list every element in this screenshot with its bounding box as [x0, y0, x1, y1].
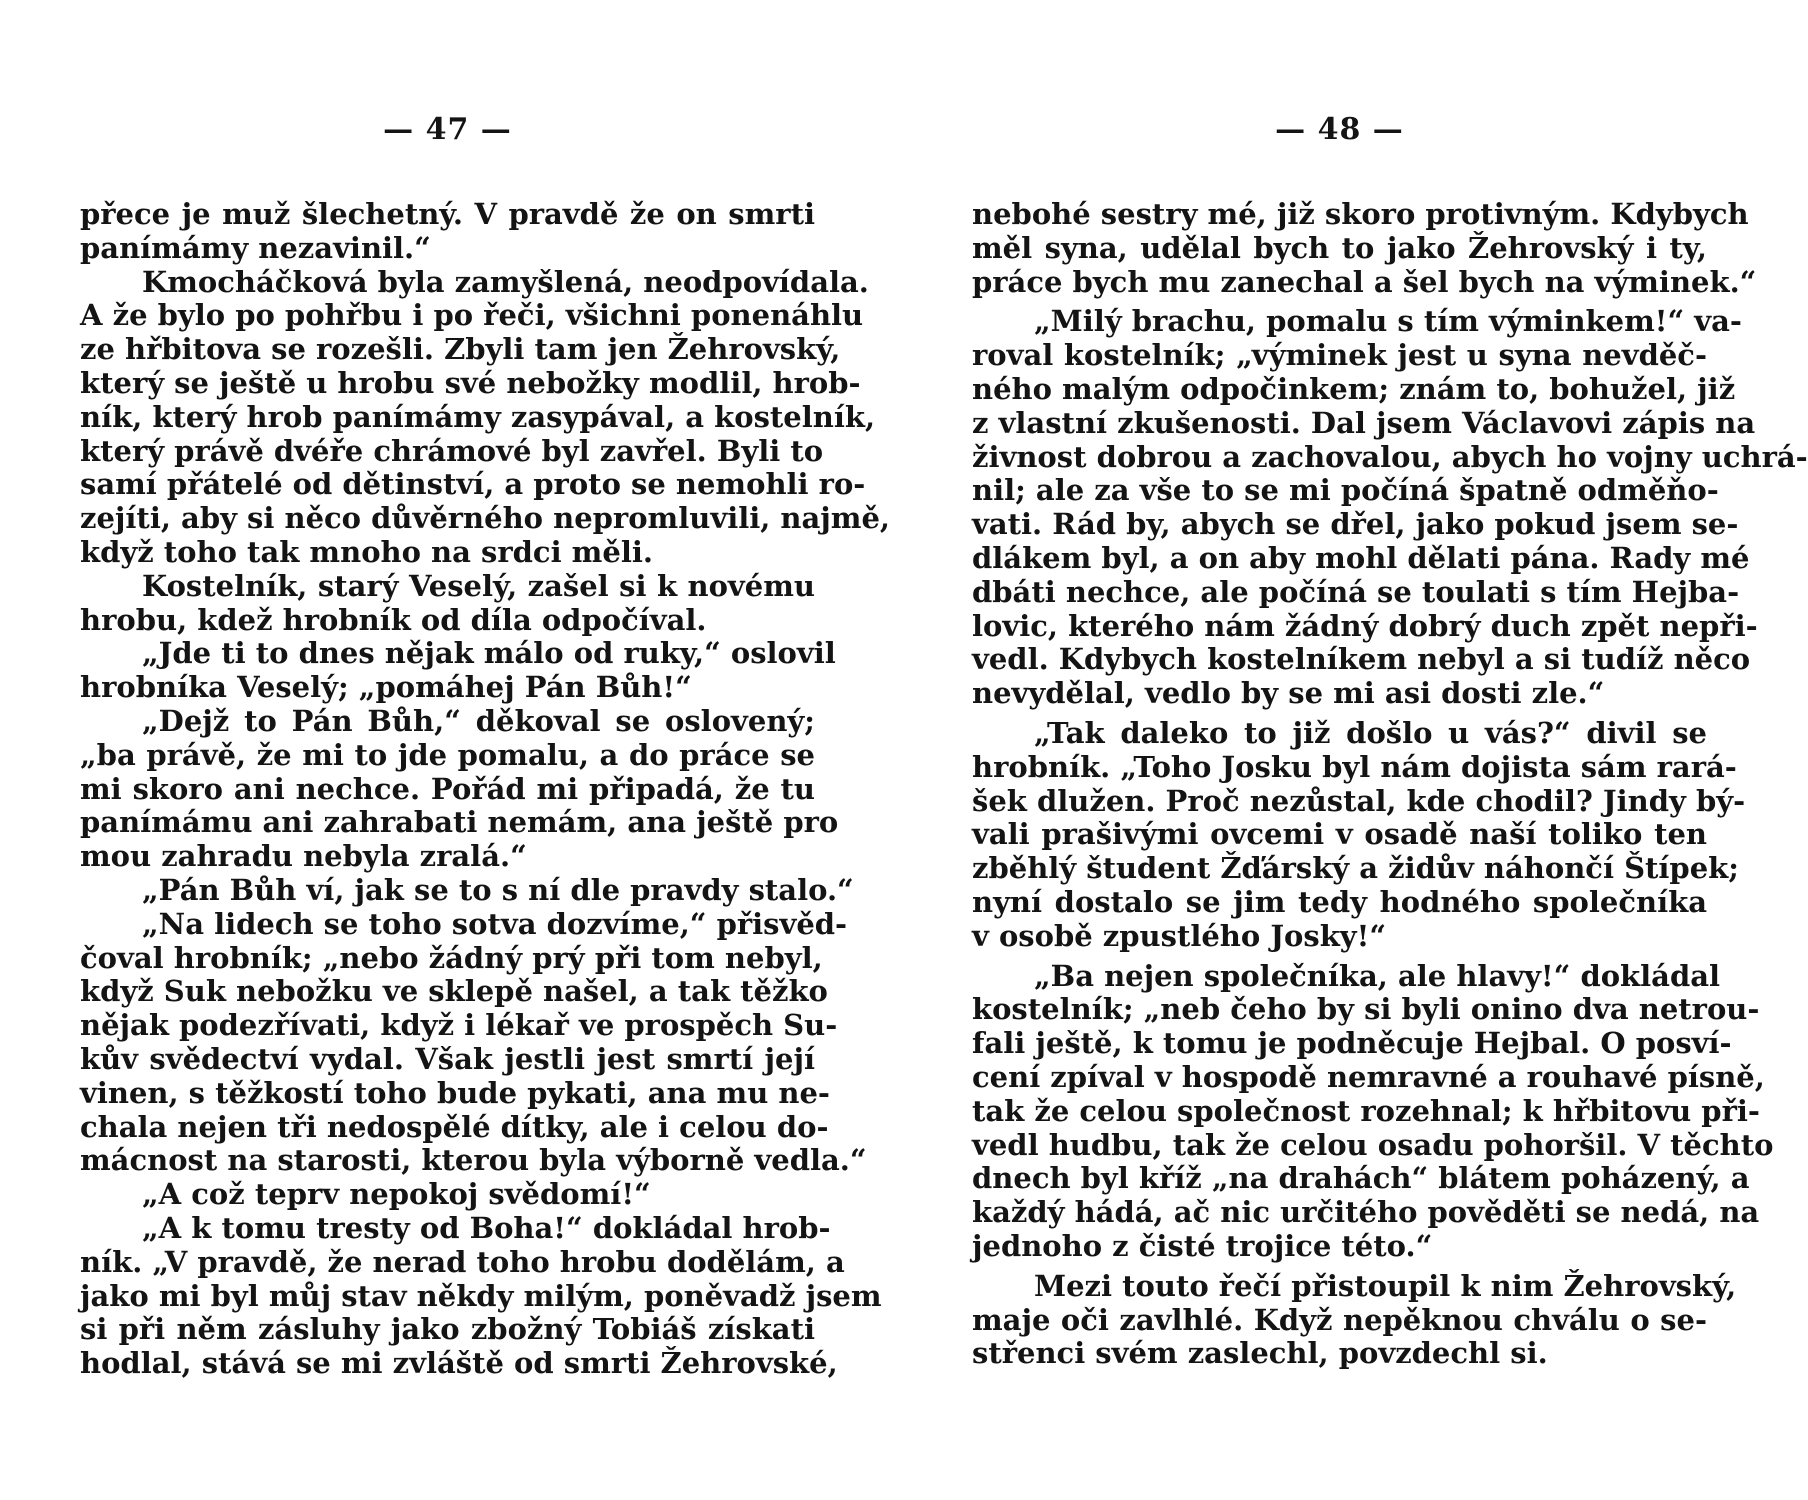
- text-line: dnech byl kříž „na drahách“ blátem poházený, a: [972, 1161, 1750, 1196]
- text-line: vedl hudbu, tak že celou osadu pohoršil. V těchto: [972, 1127, 1774, 1162]
- left-page-text: [80, 197, 891, 1381]
- text-line: roval kostelník; „výminek jest u syna nevděč-: [972, 338, 1707, 373]
- text-line: „A což teprv nepokoj svědomí!“: [142, 1177, 651, 1212]
- text-line: samí přátelé od dětinství, a proto se nemohli ro-: [80, 467, 866, 502]
- text-line: vati. Rád by, abych se dřel, jako pokud jsem se-: [972, 507, 1739, 542]
- text-line: mácnost na starosti, kterou byla výborně vedla.“: [80, 1143, 867, 1178]
- text-line: práce bych mu zanechal a šel bych na výminek.“: [972, 264, 1757, 299]
- text-line: který právě dvéře chrámové byl zavřel. Byli to: [80, 433, 824, 468]
- text-line: který se ještě u hrobu své nebožky modlil, hrob-: [80, 365, 861, 400]
- text-line: hrobník. „Toho Josku byl nám dojista sám rará-: [972, 749, 1737, 784]
- text-line: když Suk nebožku ve sklepě našel, a tak těžko: [80, 974, 828, 1009]
- text-line: když toho tak mnoho na srdci měli.: [80, 534, 653, 569]
- text-line: „Milý brachu, pomalu s tím výminkem!“ va-: [1034, 304, 1742, 339]
- text-line: z vlastní zkušenosti. Dal jsem Václavovi zápis na: [972, 405, 1756, 440]
- right-page-text: [972, 197, 1808, 1371]
- text-line: lovic, kterého nám žádný dobrý duch zpět nepři-: [972, 608, 1758, 643]
- page-number-left: — 47 —: [383, 112, 512, 147]
- text-line: živnost dobrou a zachovalou, abych ho vojny uchrá-: [972, 439, 1808, 474]
- text-line: nějak podezřívati, když i lékař ve prospěch Su-: [80, 1008, 838, 1043]
- text-line: ník, který hrob panímámy zasypával, a kostelník,: [80, 399, 876, 434]
- text-line: čoval hrobník; „nebo žádný prý při tom nebyl,: [80, 940, 823, 975]
- text-line: chala nejen tři nedospělé dítky, ale i celou do-: [80, 1109, 829, 1144]
- text-line: si při něm zásluhy jako zbožný Tobiáš získati: [80, 1312, 815, 1347]
- page-number-right: — 48 —: [1275, 112, 1404, 147]
- text-line: „Jde ti to dnes nějak málo od ruky,“ oslovil: [142, 636, 836, 671]
- text-line: ze hřbitova se rozešli. Zbyli tam jen Žehrovský,: [80, 332, 841, 367]
- text-line: cení zpíval v hospodě nemravné a rouhavé písně,: [972, 1059, 1765, 1094]
- text-line: „Na lidech se toho sotva dozvíme,“ přisvěd-: [142, 906, 848, 941]
- text-line: každý hádá, ač nic určitého pověděti se nedá, na: [972, 1195, 1760, 1230]
- text-line: Mezi touto řečí přistoupil k nim Žehrovský,: [1034, 1268, 1737, 1303]
- text-line: mi skoro ani nechce. Pořád mi připadá, že tu: [80, 771, 815, 806]
- text-line: nyní dostalo se jim tedy hodného společníka: [972, 884, 1707, 919]
- text-line: panímámy nezavinil.“: [80, 230, 431, 265]
- text-line: jednoho z čisté trojice této.“: [972, 1228, 1433, 1263]
- text-line: Kostelník, starý Veselý, zašel si k novému: [142, 568, 815, 603]
- text-line: nevydělal, vedlo by se mi asi dosti zle.“: [972, 676, 1605, 711]
- text-line: měl syna, udělal bych to jako Žehrovský i ty,: [972, 230, 1707, 265]
- text-line: šek dlužen. Proč nezůstal, kde chodil? Jindy bý-: [972, 783, 1746, 818]
- text-line: vedl. Kdybych kostelníkem nebyl a si tudíž něco: [972, 642, 1751, 677]
- text-line: kův svědectví vydal. Však jestli jest smrtí její: [80, 1041, 815, 1076]
- text-line: vali prašivými ovcemi v osadě naší toliko ten: [972, 817, 1707, 852]
- text-line: zběhlý študent Žďárský a židův náhončí Štípek;: [972, 851, 1739, 886]
- text-line: panímámu ani zahrabati nemám, ana ještě pro: [80, 805, 839, 840]
- text-line: nebohé sestry mé, již skoro protivným. Kdybych: [972, 197, 1749, 231]
- text-line: mou zahradu nebyla zralá.“: [80, 839, 527, 874]
- text-line: maje oči zavlhlé. Když nepěknou chválu o se-: [972, 1302, 1707, 1337]
- text-line: hrobu, kdež hrobník od díla odpočíval.: [80, 602, 707, 637]
- text-line: hodlal, stává se mi zvláště od smrti Žehrovské,: [80, 1346, 838, 1381]
- text-line: ného malým odpočinkem; znám to, bohužel, již: [972, 371, 1736, 406]
- text-line: kostelník; „neb čeho by si byli onino dva netrou-: [972, 992, 1760, 1027]
- text-line: „Pán Bůh ví, jak se to s ní dle pravdy stalo.“: [142, 872, 854, 907]
- text-line: „Tak daleko to již došlo u vás?“ divil se: [1034, 715, 1707, 750]
- text-line: dbáti nechce, ale počíná se toulati s tím Hejba-: [972, 574, 1740, 609]
- text-line: nil; ale za vše to se mi počíná špatně odměňo-: [972, 473, 1719, 508]
- text-line: vinen, s těžkostí toho bude pykati, ana mu ne-: [80, 1075, 830, 1110]
- right-page: [972, 0, 1808, 1500]
- text-line: ník. „V pravdě, že nerad toho hrobu dodělám, a: [80, 1244, 845, 1279]
- text-line: fali ještě, k tomu je podněcuje Hejbal. O posví-: [972, 1026, 1732, 1061]
- text-line: přece je muž šlechetný. V pravdě že on smrti: [80, 197, 815, 231]
- text-line: střenci svém zaslechl, povzdechl si.: [972, 1336, 1548, 1371]
- text-line: A že bylo po pohřbu i po řeči, všichni ponenáhlu: [80, 298, 864, 333]
- text-line: dlákem byl, a on aby mohl dělati pána. Rady mé: [972, 540, 1750, 575]
- text-line: hrobníka Veselý; „pomáhej Pán Bůh!“: [80, 670, 692, 705]
- text-line: „A k tomu tresty od Boha!“ dokládal hrob-: [142, 1210, 831, 1245]
- text-line: „Dejž to Pán Bůh,“ děkoval se oslovený;: [142, 703, 815, 738]
- text-line: jako mi byl můj stav někdy milým, poněvadž jsem: [80, 1278, 882, 1313]
- text-line: „Ba nejen společníka, ale hlavy!“ dokládal: [1034, 958, 1721, 993]
- left-page: [80, 0, 891, 1500]
- text-line: Kmocháčková byla zamyšlená, neodpovídala.: [142, 264, 869, 299]
- text-line: v osobě zpustlého Josky!“: [972, 918, 1387, 953]
- text-line: „ba právě, že mi to jde pomalu, a do práce se: [80, 737, 815, 772]
- text-line: zejíti, aby si něco důvěrného nepromluvili, najmě,: [80, 501, 891, 536]
- text-line: tak že celou společnost rozehnal; k hřbitovu při-: [972, 1093, 1760, 1128]
